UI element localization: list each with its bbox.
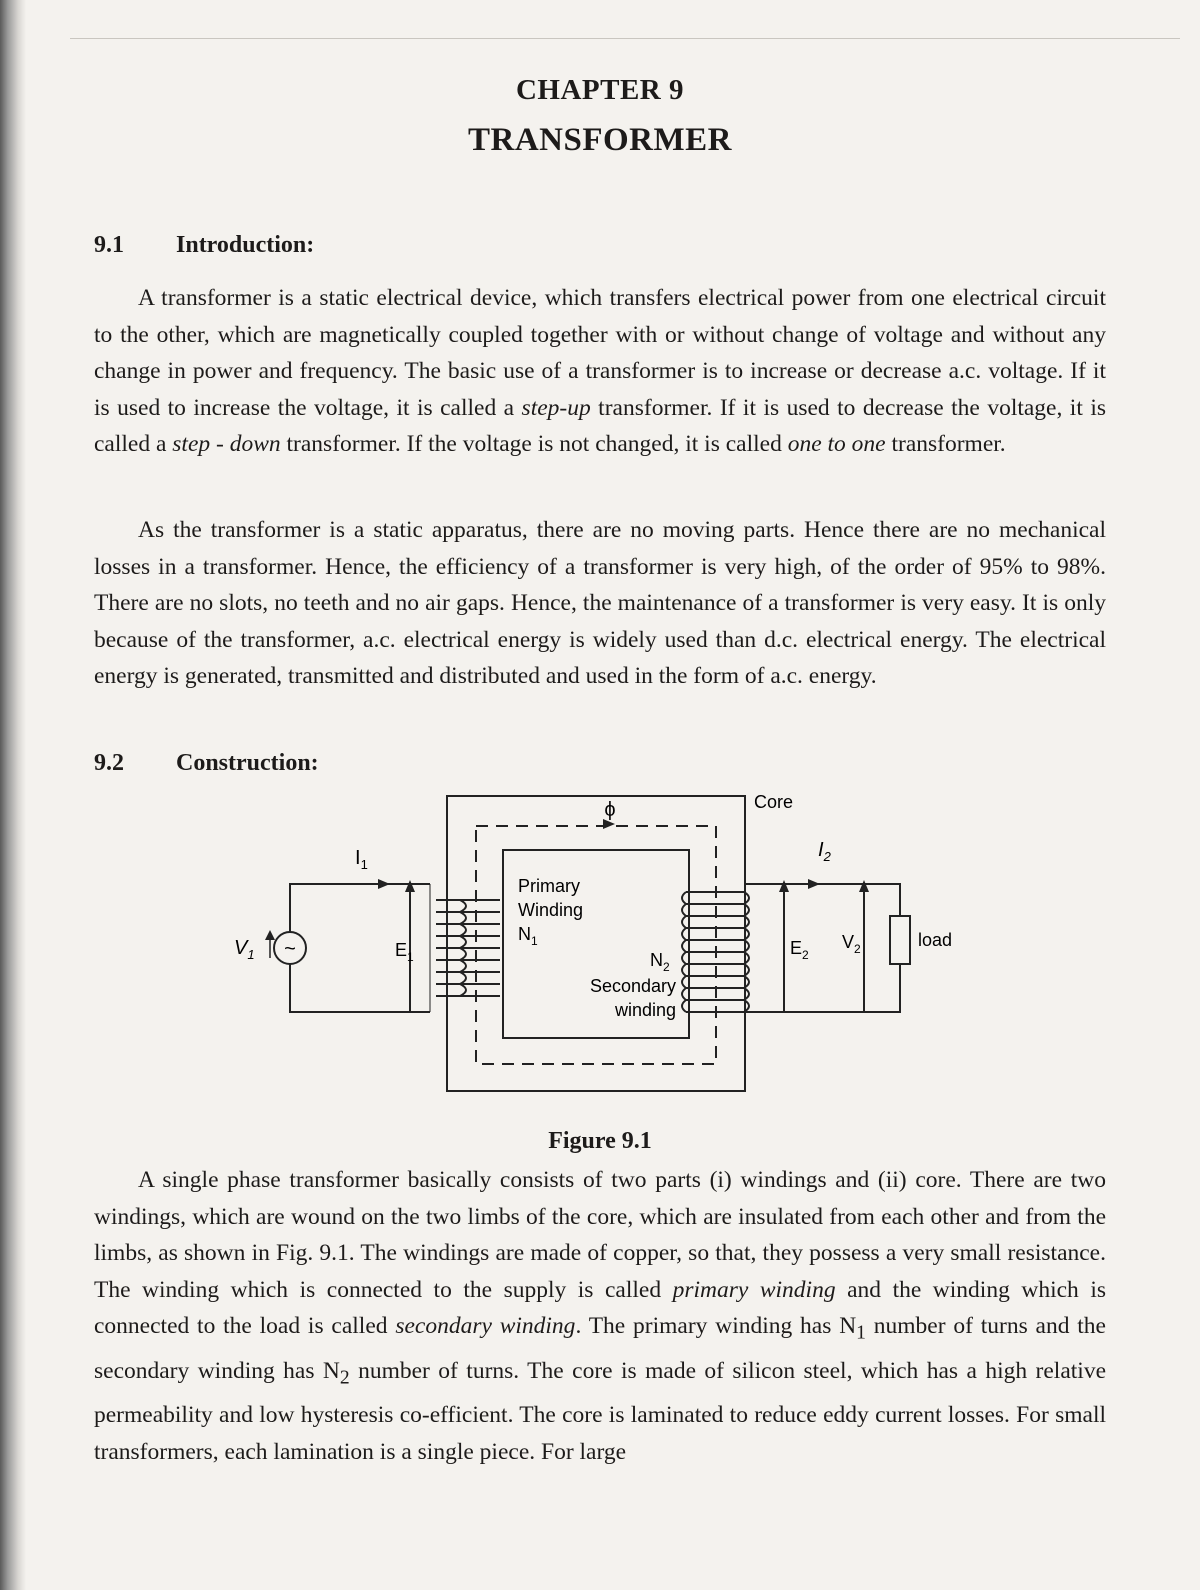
- paragraph-intro-1: [94, 280, 1106, 463]
- section-heading-introduction: [94, 232, 314, 259]
- e2-arrowhead: [779, 880, 789, 892]
- chapter-title: TRANSFORMER: [467, 122, 732, 158]
- v2-label: $V_2$: [842, 932, 861, 956]
- v2-arrowhead: [859, 880, 869, 892]
- section-number: 9.2: [94, 750, 124, 776]
- figure-caption: Figure 9.1: [548, 1128, 652, 1154]
- load-resistor: [890, 916, 910, 964]
- e2-label: $E_2$: [790, 938, 809, 962]
- section-title: Introduction:: [176, 232, 315, 258]
- n1-label: $N_1$: [518, 924, 538, 948]
- primary-coil: [436, 900, 500, 996]
- transformer-diagram: [190, 788, 953, 1108]
- ac-source-symbol: ~: [284, 938, 296, 960]
- subscript-text: 2: [339, 1367, 350, 1389]
- section-title: Construction:: [176, 750, 319, 776]
- body-text: number of turns and the secondary winding has N: [94, 1313, 1106, 1384]
- v1-label: $V_1$: [234, 937, 255, 962]
- core-label: Core: [754, 792, 794, 812]
- subscript-text: 1: [856, 1323, 866, 1345]
- book-spine-shadow: [0, 0, 26, 1590]
- body-text: . The primary winding has N: [575, 1313, 857, 1340]
- emphasis-text: primary winding: [672, 1276, 836, 1303]
- body-text: transformer. If it is used to decrease the voltage, it is called a: [94, 394, 1106, 458]
- chapter-number: CHAPTER 9: [515, 74, 685, 106]
- section-heading-construction: [94, 750, 319, 777]
- emphasis-text: one to one: [787, 431, 886, 458]
- section-number: 9.1: [94, 232, 124, 258]
- body-text: transformer.: [885, 431, 1006, 458]
- primary-label-line1: Primary: [518, 876, 580, 896]
- emphasis-text: secondary winding: [395, 1313, 576, 1340]
- paragraph-construction-1: [94, 1162, 1106, 1470]
- core-outer-outline: [447, 796, 745, 1091]
- body-text: As the transformer is a static apparatus, there are no moving parts. Hence there are no mechanical losses in a transformer. Hence, the efficiency of a transformer is very high, of the order of 95% to 98%. There are no slots, no teeth and no air gaps. Hence, the maintenance of a transformer is very easy. It is only because of the transformer, a.c. electrical energy is widely used than d.c. electrical energy. The electrical energy is generated, transmitted and distributed and used in the form of a.c. energy.: [94, 517, 1106, 690]
- e1-arrowhead: [405, 880, 415, 892]
- flux-path: [476, 826, 716, 1064]
- secondary-circuit-wire: [745, 884, 900, 1012]
- i1-label: $I_1$: [355, 847, 368, 872]
- e1-label: $E_1$: [395, 940, 414, 964]
- body-text: A single phase transformer basically consists of two parts (i) windings and (ii) core. There are two windings, which are wound on the two limbs of the core, which are insulated from each other and from the limbs, as shown in Fig. 9.1. The windings are made of copper, so that, they possess a very small resistance. The winding which is connected to the supply is called: [94, 1167, 1106, 1303]
- load-label: load: [918, 930, 953, 950]
- i2-label: $I_2$: [818, 839, 831, 864]
- emphasis-text: step-up: [521, 394, 591, 421]
- v1-arrowhead: [265, 930, 275, 940]
- paragraph-intro-2: [94, 512, 1106, 695]
- body-text: and the winding which is connected to the load is called: [94, 1276, 1106, 1340]
- body-text: number of turns. The core is made of silicon steel, which has a high relative permeability and low hysteresis co-efficient. The core is laminated to reduce eddy current losses. For small transformers, each lamination is a single piece. For large: [94, 1357, 1106, 1465]
- body-text: transformer. If the voltage is not changed, it is called: [280, 431, 788, 458]
- i1-arrowhead: [378, 879, 390, 889]
- secondary-label-line1: Secondary: [589, 976, 676, 996]
- body-text: A transformer is a static electrical device, which transfers electrical power from one electrical circuit to the other, which are magnetically coupled together with or without change of voltage and without any change in power and frequency. The basic use of a transformer is to increase or decrease a.c. voltage. If it is used to increase the voltage, it is called a: [94, 285, 1106, 421]
- emphasis-text: step - down: [172, 431, 281, 458]
- primary-label-line2: Winding: [518, 900, 584, 920]
- i2-arrowhead: [808, 879, 820, 889]
- page-header-rule: [70, 38, 1180, 39]
- flux-label: ϕ: [604, 799, 616, 821]
- secondary-label-line2: winding: [614, 1000, 676, 1020]
- n2-label: $N_2$: [650, 950, 670, 974]
